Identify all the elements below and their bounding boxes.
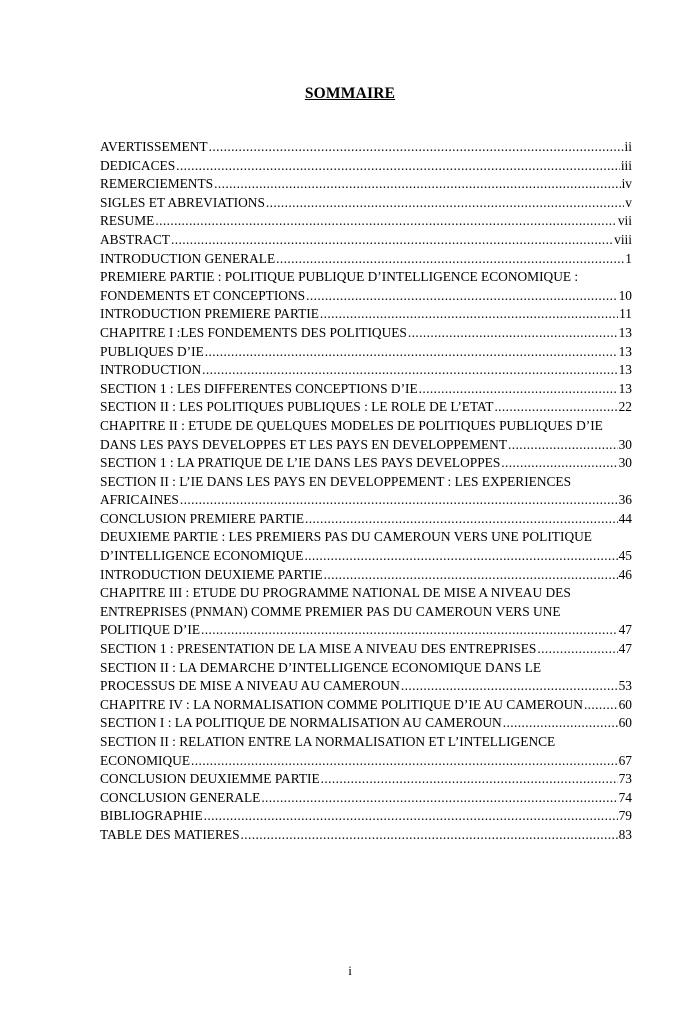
toc-entry-text: PREMIERE PARTIE : POLITIQUE PUBLIQUE D’INTELLIGENCE ECONOMIQUE : <box>100 269 579 285</box>
toc-page-number: 73 <box>618 771 632 787</box>
toc-entry[interactable] <box>100 361 632 380</box>
dot-leader <box>266 194 624 213</box>
dot-leader <box>261 789 617 808</box>
toc-page-number: 13 <box>618 362 632 378</box>
toc-page-number: 22 <box>618 399 632 415</box>
toc-page-number: 11 <box>619 306 632 322</box>
toc-entry-text: SECTION II : RELATION ENTRE LA NORMALISATION ET L’INTELLIGENCE <box>100 734 556 749</box>
toc-entry-text: CONCLUSION DEUXIEMME PARTIE <box>100 771 320 787</box>
toc-entry-text: INTRODUCTION GENERALE <box>100 250 276 266</box>
toc-page-number: 1 <box>625 250 632 266</box>
toc-entry-text: INTRODUCTION <box>100 362 202 378</box>
toc-page-number: 30 <box>618 436 632 452</box>
toc-entry[interactable] <box>100 566 632 585</box>
dot-leader <box>306 287 618 306</box>
dot-leader <box>320 305 618 324</box>
dot-leader <box>202 361 617 380</box>
toc-page-number: iv <box>621 176 632 192</box>
toc-entry[interactable] <box>100 157 632 176</box>
toc-entry-text: POLITIQUE D’IE <box>100 622 201 638</box>
toc-entry[interactable] <box>100 807 632 826</box>
dot-leader <box>304 547 617 566</box>
toc-page-number: 46 <box>618 566 632 582</box>
dot-leader <box>191 752 618 771</box>
dot-leader <box>305 510 618 529</box>
toc-entry[interactable] <box>100 380 632 399</box>
toc-entry-text: DEUXIEME PARTIE : LES PREMIERS PAS DU CAMEROUN VERS UNE POLITIQUE <box>100 529 592 545</box>
toc-entry[interactable] <box>100 696 632 715</box>
toc-entry-text: SECTION 1 : LES DIFFERENTES CONCEPTIONS D’IE <box>100 380 418 396</box>
dot-leader <box>321 770 618 789</box>
toc-page-number: 13 <box>618 380 632 396</box>
toc-entry-text: ECONOMIQUE <box>100 752 191 768</box>
toc-entry[interactable] <box>100 194 632 213</box>
toc-page-number: 60 <box>618 715 632 731</box>
toc-page-number: 10 <box>618 287 632 303</box>
page-number: i <box>348 963 352 978</box>
toc-page-number: 13 <box>618 324 632 340</box>
toc-page-number: 44 <box>618 510 632 526</box>
toc-entry[interactable] <box>100 324 632 343</box>
toc-entry-text: CHAPITRE IV : LA NORMALISATION COMME POLITIQUE D’IE AU CAMEROUN <box>100 696 583 712</box>
toc-entry-text: BIBLIOGRAPHIE <box>100 808 203 824</box>
toc-entry-text: SECTION II : LES POLITIQUES PUBLIQUES : LE ROLE DE L’ETAT <box>100 399 494 415</box>
toc-entry-text: D’INTELLIGENCE ECONOMIQUE <box>100 548 304 564</box>
toc-page-number: 53 <box>618 678 632 694</box>
dot-leader <box>501 454 617 473</box>
dot-leader <box>241 826 618 845</box>
toc-page-number: 79 <box>618 808 632 824</box>
page-title: SOMMAIRE <box>304 85 396 102</box>
dot-leader <box>408 324 618 343</box>
dot-leader <box>155 212 617 231</box>
dot-leader <box>401 677 618 696</box>
toc-page-number: 47 <box>618 641 632 657</box>
table-of-contents <box>100 138 632 845</box>
toc-page-number: 60 <box>618 696 632 712</box>
toc-entry[interactable] <box>100 770 632 789</box>
dot-leader <box>180 491 618 510</box>
dot-leader <box>494 398 617 417</box>
toc-entry-text: CHAPITRE II : ETUDE DE QUELQUES MODELES DE POLITIQUES PUBLIQUES D’IE <box>100 417 603 433</box>
dot-leader <box>209 138 624 157</box>
toc-entry-text: RESUME <box>100 213 155 229</box>
toc-entry-text: AFRICAINES <box>100 492 179 508</box>
toc-entry-text: SECTION II : L’IE DANS LES PAYS EN DEVELOPPEMENT : LES EXPERIENCES <box>100 473 572 489</box>
dot-leader <box>201 621 618 640</box>
dot-leader <box>537 640 617 659</box>
toc-entry-text: ABSTRACT <box>100 231 170 247</box>
dot-leader <box>419 380 618 399</box>
toc-entry[interactable] <box>100 305 632 324</box>
dot-leader <box>508 436 618 455</box>
toc-entry[interactable] <box>100 138 632 157</box>
dot-leader <box>584 696 618 715</box>
toc-entry-text: DEDICACES <box>100 157 176 173</box>
toc-entry-text: SECTION 1 : PRESENTATION DE LA MISE A NIVEAU DES ENTREPRISES <box>100 641 537 657</box>
toc-page-number: 30 <box>618 455 632 471</box>
toc-entry[interactable] <box>100 584 632 640</box>
dot-leader <box>205 343 618 362</box>
toc-entry[interactable] <box>100 733 632 770</box>
toc-entry-text: SIGLES ET ABREVIATIONS <box>100 194 265 210</box>
toc-entry-text: INTRODUCTION DEUXIEME PARTIE <box>100 566 323 582</box>
toc-page-number: viii <box>614 231 632 247</box>
toc-entry-text: CHAPITRE III : ETUDE DU PROGRAMME NATIONAL DE MISE A NIVEAU DES <box>100 585 571 601</box>
toc-page-number: 36 <box>618 492 632 508</box>
toc-entry[interactable] <box>100 473 632 510</box>
toc-entry[interactable] <box>100 268 632 305</box>
toc-page-number: 47 <box>618 622 632 638</box>
toc-page-number: 45 <box>618 548 632 564</box>
toc-page-number: v <box>625 194 632 210</box>
toc-entry-text: SECTION II : LA DEMARCHE D’INTELLIGENCE ECONOMIQUE DANS LE <box>100 659 542 675</box>
toc-page-number: vii <box>617 213 632 229</box>
toc-entry[interactable] <box>100 417 632 454</box>
dot-leader <box>503 714 618 733</box>
toc-entry-text: CONCLUSION PREMIERE PARTIE <box>100 510 305 526</box>
toc-entry[interactable] <box>100 640 632 659</box>
toc-page-number: iii <box>620 157 632 173</box>
toc-entry-text: SECTION I : LA POLITIQUE DE NORMALISATION AU CAMEROUN <box>100 715 502 731</box>
toc-entry[interactable] <box>100 826 632 845</box>
toc-entry[interactable] <box>100 231 632 250</box>
toc-entry-text: INTRODUCTION PREMIERE PARTIE <box>100 306 319 322</box>
toc-entry[interactable] <box>100 528 632 565</box>
toc-entry-text: TABLE DES MATIERES <box>100 826 240 842</box>
toc-entry[interactable] <box>100 454 632 473</box>
toc-page-number: 13 <box>618 343 632 359</box>
toc-entry-text: FONDEMENTS ET CONCEPTIONS <box>100 287 306 303</box>
toc-page-number: 83 <box>618 826 632 842</box>
toc-entry-text: ENTREPRISES (PNMAN) COMME PREMIER PAS DU CAMEROUN VERS UNE <box>100 603 561 619</box>
dot-leader <box>204 807 618 826</box>
toc-entry[interactable] <box>100 343 632 362</box>
toc-entry[interactable] <box>100 212 632 231</box>
toc-entry[interactable] <box>100 250 632 269</box>
toc-entry-text: REMERCIEMENTS <box>100 176 214 192</box>
dot-leader <box>324 566 618 585</box>
toc-entry[interactable] <box>100 398 632 417</box>
dot-leader <box>176 157 620 176</box>
toc-entry[interactable] <box>100 175 632 194</box>
toc-page-number: 74 <box>618 789 632 805</box>
toc-entry-text: DANS LES PAYS DEVELOPPES ET LES PAYS EN DEVELOPPEMENT <box>100 436 507 452</box>
toc-entry-text: AVERTISSEMENT <box>100 139 208 154</box>
toc-entry-text: PUBLIQUES D’IE <box>100 343 204 359</box>
dot-leader <box>171 231 613 250</box>
toc-entry[interactable] <box>100 659 632 696</box>
toc-entry[interactable] <box>100 789 632 808</box>
toc-entry-text: PROCESSUS DE MISE A NIVEAU AU CAMEROUN <box>100 678 400 694</box>
toc-entry[interactable] <box>100 510 632 529</box>
dot-leader <box>214 175 620 194</box>
toc-entry-text: CONCLUSION GENERALE <box>100 789 261 805</box>
dot-leader <box>276 250 624 269</box>
toc-page-number: ii <box>624 139 632 154</box>
toc-entry[interactable] <box>100 714 632 733</box>
toc-page-number: 67 <box>618 752 632 768</box>
toc-entry-text: SECTION 1 : LA PRATIQUE DE L’IE DANS LES PAYS DEVELOPPES <box>100 455 501 471</box>
toc-entry-text: CHAPITRE I :LES FONDEMENTS DES POLITIQUES <box>100 324 407 340</box>
